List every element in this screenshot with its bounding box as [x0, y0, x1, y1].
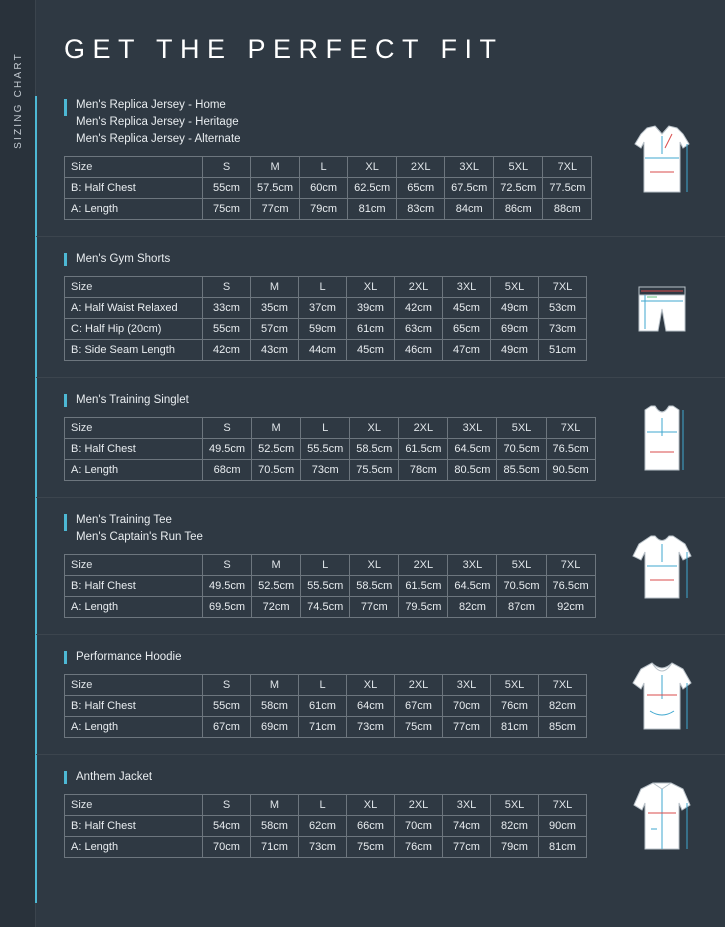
column-header: M	[252, 555, 301, 576]
column-header: S	[203, 555, 252, 576]
table-row	[65, 597, 596, 618]
column-header: 7XL	[543, 157, 592, 178]
table-header-row	[65, 675, 587, 696]
row-label: A: Length	[65, 460, 203, 481]
cell: 70cm	[395, 816, 443, 837]
section-training-singlet	[36, 377, 725, 497]
cell: 77cm	[251, 199, 300, 220]
cell: 70cm	[203, 837, 251, 858]
column-header: Size	[65, 277, 203, 298]
table-row	[65, 696, 587, 717]
cell: 73cm	[299, 837, 347, 858]
cell: 42cm	[395, 298, 443, 319]
cell: 55.5cm	[301, 439, 350, 460]
table-row	[65, 178, 592, 199]
cell: 62.5cm	[348, 178, 397, 199]
row-label: A: Half Waist Relaxed	[65, 298, 203, 319]
section-gym-shorts	[36, 236, 725, 377]
column-header: 2XL	[399, 555, 448, 576]
cell: 67cm	[203, 717, 251, 738]
cell: 69.5cm	[203, 597, 252, 618]
row-label: B: Half Chest	[65, 439, 203, 460]
section-replica-jersey	[36, 83, 725, 236]
product-name: Performance Hoodie	[64, 649, 725, 666]
table-header-row	[65, 157, 592, 178]
cell: 75.5cm	[350, 460, 399, 481]
cell: 79cm	[491, 837, 539, 858]
product-name: Men's Replica Jersey - Home	[64, 97, 725, 114]
column-header: 2XL	[395, 277, 443, 298]
product-name: Men's Training Tee	[64, 512, 725, 529]
column-header: M	[252, 418, 301, 439]
shorts-icon	[617, 261, 707, 353]
column-header: 3XL	[443, 675, 491, 696]
sidebar-rail-label: SIZING CHART	[12, 51, 24, 149]
section-training-tee	[36, 497, 725, 634]
cell: 77.5cm	[543, 178, 592, 199]
column-header: XL	[350, 418, 399, 439]
cell: 75cm	[203, 199, 251, 220]
row-label: A: Length	[65, 199, 203, 220]
column-header: 5XL	[491, 795, 539, 816]
column-header: 7XL	[546, 555, 595, 576]
cell: 76cm	[395, 837, 443, 858]
cell: 62cm	[299, 816, 347, 837]
table-row	[65, 576, 596, 597]
column-header: 7XL	[546, 418, 595, 439]
row-label: C: Half Hip (20cm)	[65, 319, 203, 340]
hoodie-icon	[617, 649, 707, 741]
size-table	[64, 554, 596, 618]
row-label: B: Side Seam Length	[65, 340, 203, 361]
row-label: A: Length	[65, 837, 203, 858]
row-label: B: Half Chest	[65, 816, 203, 837]
column-header: M	[251, 277, 299, 298]
column-header: 2XL	[395, 675, 443, 696]
cell: 70.5cm	[497, 439, 546, 460]
cell: 61.5cm	[399, 439, 448, 460]
cell: 70.5cm	[252, 460, 301, 481]
column-header: M	[251, 795, 299, 816]
column-header: L	[300, 157, 348, 178]
size-table	[64, 156, 592, 220]
cell: 42cm	[203, 340, 251, 361]
cell: 82cm	[448, 597, 497, 618]
cell: 65cm	[397, 178, 445, 199]
cell: 82cm	[539, 696, 587, 717]
cell: 69cm	[491, 319, 539, 340]
table-row	[65, 816, 587, 837]
cell: 74.5cm	[301, 597, 350, 618]
column-header: 3XL	[445, 157, 494, 178]
cell: 58.5cm	[350, 576, 399, 597]
cell: 53cm	[539, 298, 587, 319]
column-header: 5XL	[494, 157, 543, 178]
column-header: Size	[65, 418, 203, 439]
cell: 76cm	[491, 696, 539, 717]
cell: 81cm	[491, 717, 539, 738]
cell: 51cm	[539, 340, 587, 361]
cell: 76.5cm	[546, 576, 595, 597]
cell: 61cm	[347, 319, 395, 340]
cell: 82cm	[491, 816, 539, 837]
column-header: 3XL	[448, 418, 497, 439]
table-row	[65, 717, 587, 738]
cell: 75cm	[395, 717, 443, 738]
cell: 52.5cm	[252, 439, 301, 460]
cell: 79cm	[300, 199, 348, 220]
cell: 87cm	[497, 597, 546, 618]
singlet-icon	[617, 392, 707, 484]
cell: 65cm	[443, 319, 491, 340]
product-name: Men's Training Singlet	[64, 392, 725, 409]
column-header: 2XL	[399, 418, 448, 439]
product-name: Men's Replica Jersey - Alternate	[76, 133, 241, 145]
table-header-row	[65, 795, 587, 816]
column-header: M	[251, 157, 300, 178]
column-header: 5XL	[491, 675, 539, 696]
table-row	[65, 439, 596, 460]
cell: 72cm	[252, 597, 301, 618]
jacket-icon	[617, 769, 707, 861]
cell: 84cm	[445, 199, 494, 220]
cell: 58.5cm	[350, 439, 399, 460]
cell: 90cm	[539, 816, 587, 837]
product-name: Men's Gym Shorts	[64, 251, 725, 268]
cell: 85.5cm	[497, 460, 546, 481]
row-label: B: Half Chest	[65, 696, 203, 717]
page-title: GET THE PERFECT FIT	[64, 34, 504, 64]
table-row	[65, 340, 587, 361]
cell: 70.5cm	[497, 576, 546, 597]
product-name: Men's Replica Jersey - Heritage	[76, 116, 239, 128]
cell: 55cm	[203, 319, 251, 340]
cell: 67cm	[395, 696, 443, 717]
table-row	[65, 837, 587, 858]
column-header: M	[251, 675, 299, 696]
sidebar-rail	[0, 0, 36, 927]
column-header: L	[301, 418, 350, 439]
column-header: 7XL	[539, 675, 587, 696]
cell: 73cm	[539, 319, 587, 340]
cell: 90.5cm	[546, 460, 595, 481]
column-header: 3XL	[443, 277, 491, 298]
cell: 77cm	[443, 717, 491, 738]
cell: 69cm	[251, 717, 299, 738]
cell: 58cm	[251, 696, 299, 717]
column-header: L	[299, 795, 347, 816]
table-row	[65, 319, 587, 340]
row-label: B: Half Chest	[65, 178, 203, 199]
size-table	[64, 674, 587, 738]
cell: 63cm	[395, 319, 443, 340]
column-header: XL	[347, 277, 395, 298]
cell: 64.5cm	[448, 576, 497, 597]
cell: 92cm	[546, 597, 595, 618]
column-header: L	[301, 555, 350, 576]
cell: 64cm	[347, 696, 395, 717]
cell: 60cm	[300, 178, 348, 199]
column-header: XL	[347, 675, 395, 696]
cell: 80.5cm	[448, 460, 497, 481]
column-header: XL	[347, 795, 395, 816]
size-table	[64, 794, 587, 858]
size-table	[64, 417, 596, 481]
cell: 86cm	[494, 199, 543, 220]
cell: 70cm	[443, 696, 491, 717]
column-header: Size	[65, 157, 203, 178]
column-header: XL	[348, 157, 397, 178]
cell: 52.5cm	[252, 576, 301, 597]
jersey-icon	[617, 114, 707, 206]
column-header: S	[203, 157, 251, 178]
column-header: 3XL	[448, 555, 497, 576]
column-header: XL	[350, 555, 399, 576]
cell: 55cm	[203, 178, 251, 199]
section-anthem-jacket	[36, 754, 725, 874]
cell: 83cm	[397, 199, 445, 220]
cell: 45cm	[443, 298, 491, 319]
cell: 73cm	[301, 460, 350, 481]
cell: 55.5cm	[301, 576, 350, 597]
row-label: A: Length	[65, 597, 203, 618]
cell: 77cm	[350, 597, 399, 618]
cell: 45cm	[347, 340, 395, 361]
cell: 67.5cm	[445, 178, 494, 199]
product-name: Men's Captain's Run Tee	[76, 531, 203, 543]
size-table	[64, 276, 587, 361]
cell: 33cm	[203, 298, 251, 319]
cell: 49cm	[491, 298, 539, 319]
column-header: Size	[65, 555, 203, 576]
cell: 74cm	[443, 816, 491, 837]
table-row	[65, 298, 587, 319]
column-header: S	[203, 277, 251, 298]
column-header: L	[299, 277, 347, 298]
cell: 49.5cm	[203, 576, 252, 597]
cell: 61.5cm	[399, 576, 448, 597]
column-header: 5XL	[497, 418, 546, 439]
product-name: Anthem Jacket	[64, 769, 725, 786]
row-label: B: Half Chest	[65, 576, 203, 597]
cell: 71cm	[299, 717, 347, 738]
table-row	[65, 199, 592, 220]
cell: 64.5cm	[448, 439, 497, 460]
cell: 49cm	[491, 340, 539, 361]
table-row	[65, 460, 596, 481]
cell: 58cm	[251, 816, 299, 837]
cell: 76.5cm	[546, 439, 595, 460]
cell: 54cm	[203, 816, 251, 837]
column-header: S	[203, 418, 252, 439]
cell: 44cm	[299, 340, 347, 361]
cell: 73cm	[347, 717, 395, 738]
column-header: 7XL	[539, 277, 587, 298]
section-performance-hoodie	[36, 634, 725, 754]
column-header: Size	[65, 795, 203, 816]
cell: 49.5cm	[203, 439, 252, 460]
table-header-row	[65, 418, 596, 439]
column-header: 2XL	[397, 157, 445, 178]
row-label: A: Length	[65, 717, 203, 738]
cell: 88cm	[543, 199, 592, 220]
document-content	[36, 0, 725, 927]
column-header: L	[299, 675, 347, 696]
cell: 55cm	[203, 696, 251, 717]
cell: 61cm	[299, 696, 347, 717]
cell: 37cm	[299, 298, 347, 319]
cell: 77cm	[443, 837, 491, 858]
cell: 57cm	[251, 319, 299, 340]
cell: 43cm	[251, 340, 299, 361]
tee-icon	[617, 520, 707, 612]
cell: 81cm	[348, 199, 397, 220]
cell: 39cm	[347, 298, 395, 319]
cell: 68cm	[203, 460, 252, 481]
cell: 66cm	[347, 816, 395, 837]
cell: 35cm	[251, 298, 299, 319]
table-header-row	[65, 555, 596, 576]
cell: 78cm	[399, 460, 448, 481]
cell: 59cm	[299, 319, 347, 340]
cell: 71cm	[251, 837, 299, 858]
cell: 47cm	[443, 340, 491, 361]
cell: 81cm	[539, 837, 587, 858]
column-header: 5XL	[491, 277, 539, 298]
column-header: S	[203, 795, 251, 816]
column-header: Size	[65, 675, 203, 696]
cell: 57.5cm	[251, 178, 300, 199]
cell: 79.5cm	[399, 597, 448, 618]
column-header: 5XL	[497, 555, 546, 576]
column-header: 3XL	[443, 795, 491, 816]
cell: 46cm	[395, 340, 443, 361]
cell: 72.5cm	[494, 178, 543, 199]
column-header: 2XL	[395, 795, 443, 816]
column-header: S	[203, 675, 251, 696]
cell: 85cm	[539, 717, 587, 738]
column-header: 7XL	[539, 795, 587, 816]
cell: 75cm	[347, 837, 395, 858]
table-header-row	[65, 277, 587, 298]
